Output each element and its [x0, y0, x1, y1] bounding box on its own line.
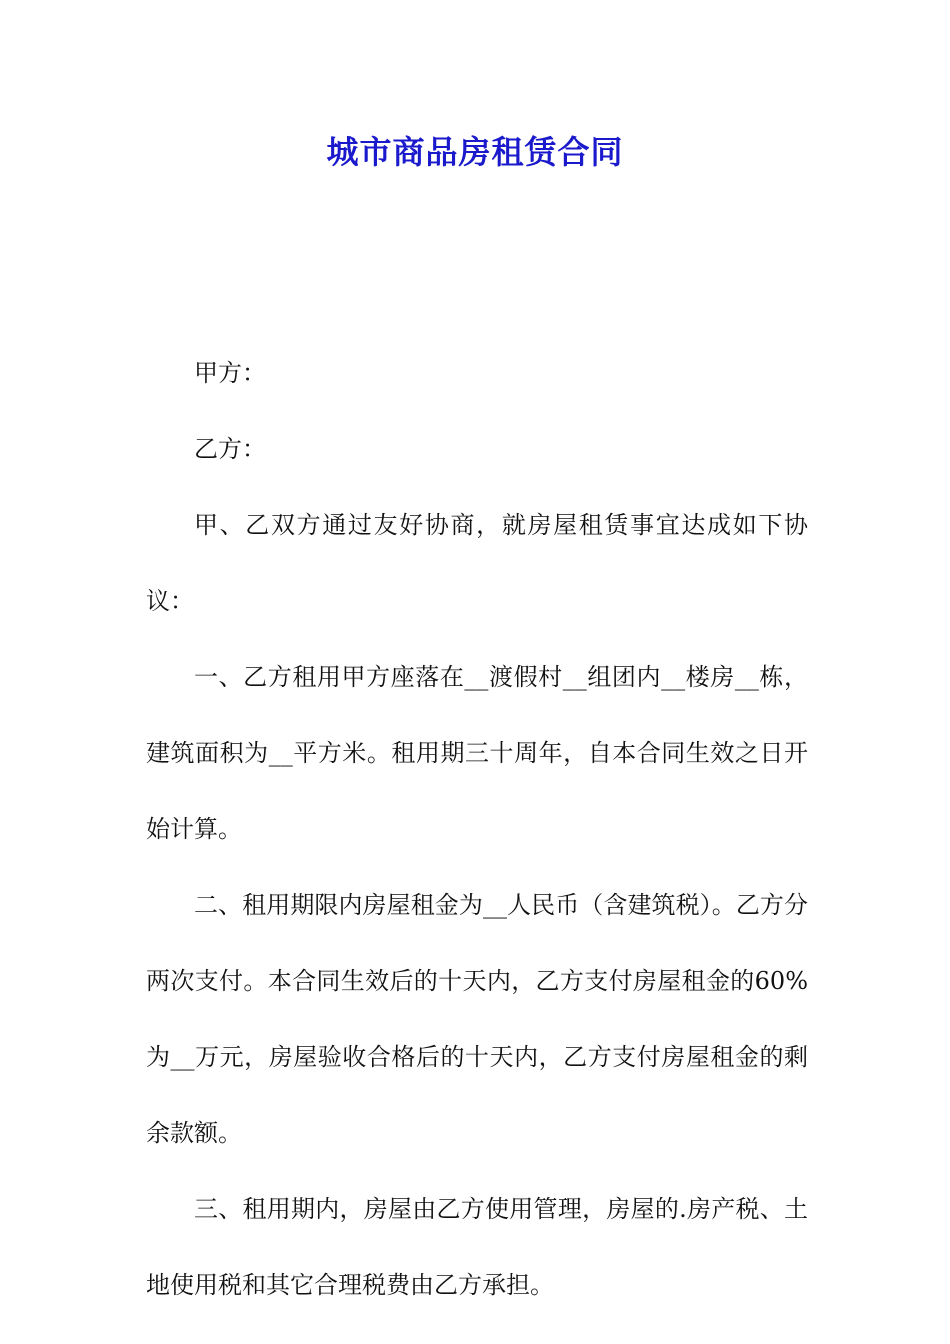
document-body	[146, 335, 808, 1323]
clause-1: 一、乙方租用甲方座落在__渡假村__组团内__楼房__栋，建筑面积为__平方米。租用期三十周年，自本合同生效之日开始计算。	[146, 663, 808, 843]
clause-2: 二、租用期限内房屋租金为__人民币（含建筑税）。乙方分两次支付。本合同生效后的十天内，乙方支付房屋租金的60%为__万元，房屋验收合格后的十天内，乙方支付房屋租金的剩余款额。	[146, 891, 808, 1147]
clause-3: 三、租用期内，房屋由乙方使用管理，房屋的.房产税、土地使用税和其它合理税费由乙方承担。	[146, 1195, 808, 1299]
document-title: 城市商品房租赁合同	[326, 133, 624, 171]
agreement-intro: 甲、乙双方通过友好协商，就房屋租赁事宜达成如下协议：	[146, 511, 808, 615]
party-b-line: 乙方：	[194, 435, 266, 463]
party-a-line: 甲方：	[194, 359, 266, 387]
